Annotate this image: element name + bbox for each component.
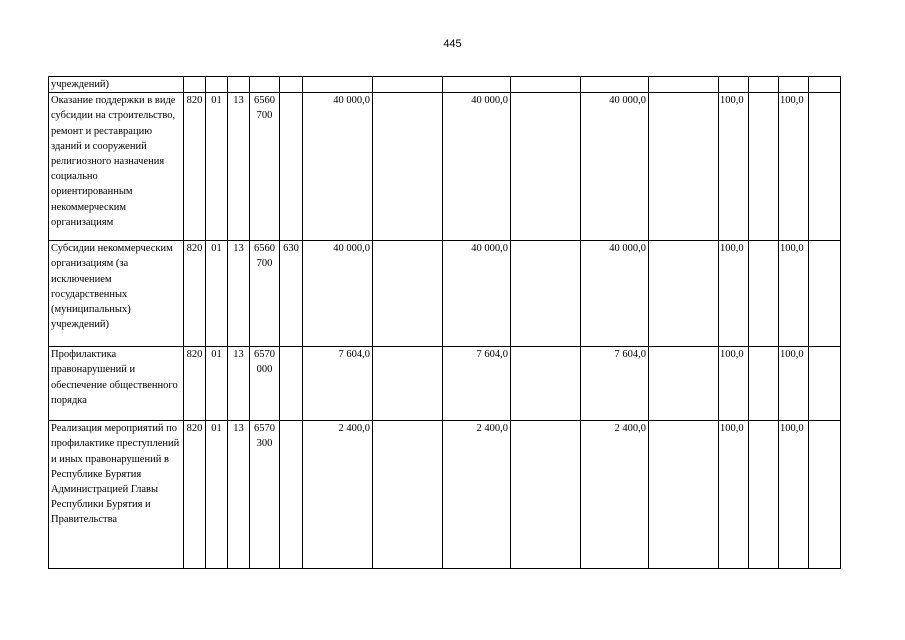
amount-empty [373,93,443,241]
amount-empty [373,421,443,569]
percent-empty [749,241,779,347]
percent-empty [809,93,841,241]
percent-empty [809,241,841,347]
row-name: Реализация мероприятий по профилактике преступлений и иных правонарушений в Республике Бурятия Администрацией Главы Республики Бурятия и Правительства [49,421,184,569]
percent-1: 100,0 [719,421,749,569]
subsection-code: 13 [228,93,250,241]
ved-code [184,77,206,93]
row-name: Профилактика правонарушений и обеспечение общественного порядка [49,347,184,421]
row-name: Субсидии некоммерческим организациям (за исключением государственных (муниципальных) учреждений) [49,241,184,347]
percent-empty [809,421,841,569]
ved-code: 820 [184,421,206,569]
amount-empty [511,421,581,569]
amount-empty [373,347,443,421]
percent-2: 100,0 [779,241,809,347]
amount-executed [581,77,649,93]
amount-approved: 40 000,0 [443,241,511,347]
percent-empty [749,347,779,421]
target-article-code: 6570 300 [250,421,280,569]
amount-empty [373,241,443,347]
ved-code: 820 [184,347,206,421]
ved-code: 820 [184,93,206,241]
amount-empty [511,93,581,241]
subsection-code: 13 [228,241,250,347]
section-code [206,77,228,93]
amount-empty [649,241,719,347]
percent-2: 100,0 [779,421,809,569]
amount-empty [511,77,581,93]
section-code: 01 [206,241,228,347]
target-article-code: 6560 700 [250,241,280,347]
expense-type-code [280,347,303,421]
target-article-code: 6560 700 [250,93,280,241]
percent-empty [749,421,779,569]
target-article-code [250,77,280,93]
amount-plan: 2 400,0 [303,421,373,569]
section-code: 01 [206,347,228,421]
table-row [49,347,841,421]
amount-plan [303,77,373,93]
percent-2: 100,0 [779,347,809,421]
amount-plan: 7 604,0 [303,347,373,421]
percent-2: 100,0 [779,93,809,241]
table-row [49,77,841,93]
amount-empty [649,347,719,421]
amount-plan: 40 000,0 [303,93,373,241]
amount-empty [649,93,719,241]
amount-empty [649,421,719,569]
expense-type-code [280,421,303,569]
section-code: 01 [206,93,228,241]
budget-table [48,76,841,569]
percent-2 [779,77,809,93]
subsection-code [228,77,250,93]
amount-approved: 2 400,0 [443,421,511,569]
amount-approved: 7 604,0 [443,347,511,421]
amount-empty [511,241,581,347]
percent-empty [809,347,841,421]
section-code: 01 [206,421,228,569]
ved-code: 820 [184,241,206,347]
expense-type-code [280,77,303,93]
percent-empty [749,77,779,93]
amount-executed: 40 000,0 [581,93,649,241]
row-name: Оказание поддержки в виде субсидии на строительство, ремонт и реставрацию зданий и сооружений религиозного назначения социально ориентированным некоммерческим организациям [49,93,184,241]
amount-approved: 40 000,0 [443,93,511,241]
percent-1: 100,0 [719,241,749,347]
percent-1: 100,0 [719,93,749,241]
amount-plan: 40 000,0 [303,241,373,347]
amount-empty [373,77,443,93]
table-row [49,93,841,241]
percent-1: 100,0 [719,347,749,421]
amount-executed: 2 400,0 [581,421,649,569]
subsection-code: 13 [228,347,250,421]
amount-empty [511,347,581,421]
expense-type-code: 630 [280,241,303,347]
subsection-code: 13 [228,421,250,569]
table-row [49,241,841,347]
page-number: 445 [443,38,462,50]
percent-1 [719,77,749,93]
percent-empty [809,77,841,93]
row-name: учреждений) [49,77,184,93]
target-article-code: 6570 000 [250,347,280,421]
amount-empty [649,77,719,93]
amount-approved [443,77,511,93]
amount-executed: 40 000,0 [581,241,649,347]
percent-empty [749,93,779,241]
amount-executed: 7 604,0 [581,347,649,421]
expense-type-code [280,93,303,241]
table-row [49,421,841,569]
